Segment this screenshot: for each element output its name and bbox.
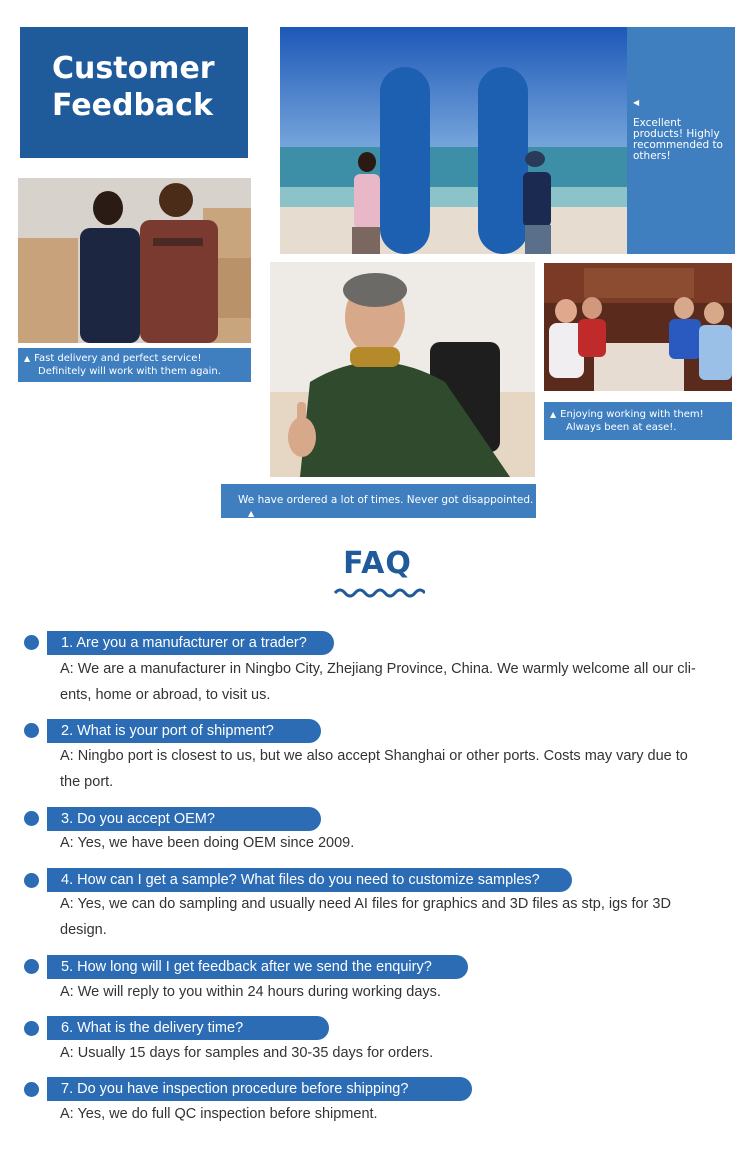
faq-answer-5: A: We will reply to you within 24 hours during working days. (60, 984, 441, 1000)
warehouse-caption: ▲ Fast delivery and perfect service! Definitely will work with them again. (18, 348, 251, 382)
wave-divider-icon (333, 586, 425, 600)
faq-answer-1: A: We are a manufacturer in Ningbo City, Zhejiang Province, China. We warmly welcome all our cli-ents, home or abroad, to visit us. (60, 661, 696, 703)
warehouse-photo (18, 178, 251, 343)
faq-bullet (24, 959, 39, 974)
thumbs-up-caption: We have ordered a lot of times. Never got disappointed. ▲ (221, 484, 536, 518)
faq-heading: FAQ (343, 546, 412, 581)
faq-question-4: 4. How can I get a sample? What files do you need to customize samples? (47, 868, 572, 892)
faq-bullet (24, 1082, 39, 1097)
faq-answer-7: A: Yes, we do full QC inspection before shipment. (60, 1106, 378, 1122)
faq-bullet (24, 811, 39, 826)
faq-question-1: 1. Are you a manufacturer or a trader? (47, 631, 334, 655)
caption-arrow-icon: ▲ (550, 410, 557, 419)
faq-bullet (24, 873, 39, 888)
faq-answer-6: A: Usually 15 days for samples and 30-35 days for orders. (60, 1045, 434, 1061)
faq-question-2: 2. What is your port of shipment? (47, 719, 321, 743)
faq-answer-4: A: Yes, we can do sampling and usually need AI files for graphics and 3D files as stp, igs for 3D design. (60, 896, 671, 938)
caption-arrow-icon: ◀ (633, 98, 640, 107)
dinner-caption: ▲ Enjoying working with them! Always been at ease!. (544, 402, 732, 440)
faq-question-3: 3. Do you accept OEM? (47, 807, 321, 831)
faq-question-7: 7. Do you have inspection procedure before shipping? (47, 1077, 472, 1101)
faq-bullet (24, 635, 39, 650)
feedback-title: Customer Feedback (52, 51, 215, 123)
caption-arrow-icon: ▲ (248, 509, 255, 518)
thumbs-up-photo (270, 262, 535, 477)
beach-photo (280, 27, 627, 254)
faq-question-6: 6. What is the delivery time? (47, 1016, 329, 1040)
caption-arrow-icon: ▲ (24, 354, 31, 363)
faq-question-5: 5. How long will I get feedback after we send the enquiry? (47, 955, 468, 979)
faq-bullet (24, 723, 39, 738)
faq-bullet (24, 1021, 39, 1036)
faq-answer-3: A: Yes, we have been doing OEM since 2009. (60, 835, 355, 851)
beach-caption: ◀ Excellent products! Highly recommended to others! (627, 27, 735, 254)
dinner-photo (544, 263, 732, 391)
faq-answer-2: A: Ningbo port is closest to us, but we also accept Shanghai or other ports. Costs may vary due to the port. (60, 748, 688, 790)
